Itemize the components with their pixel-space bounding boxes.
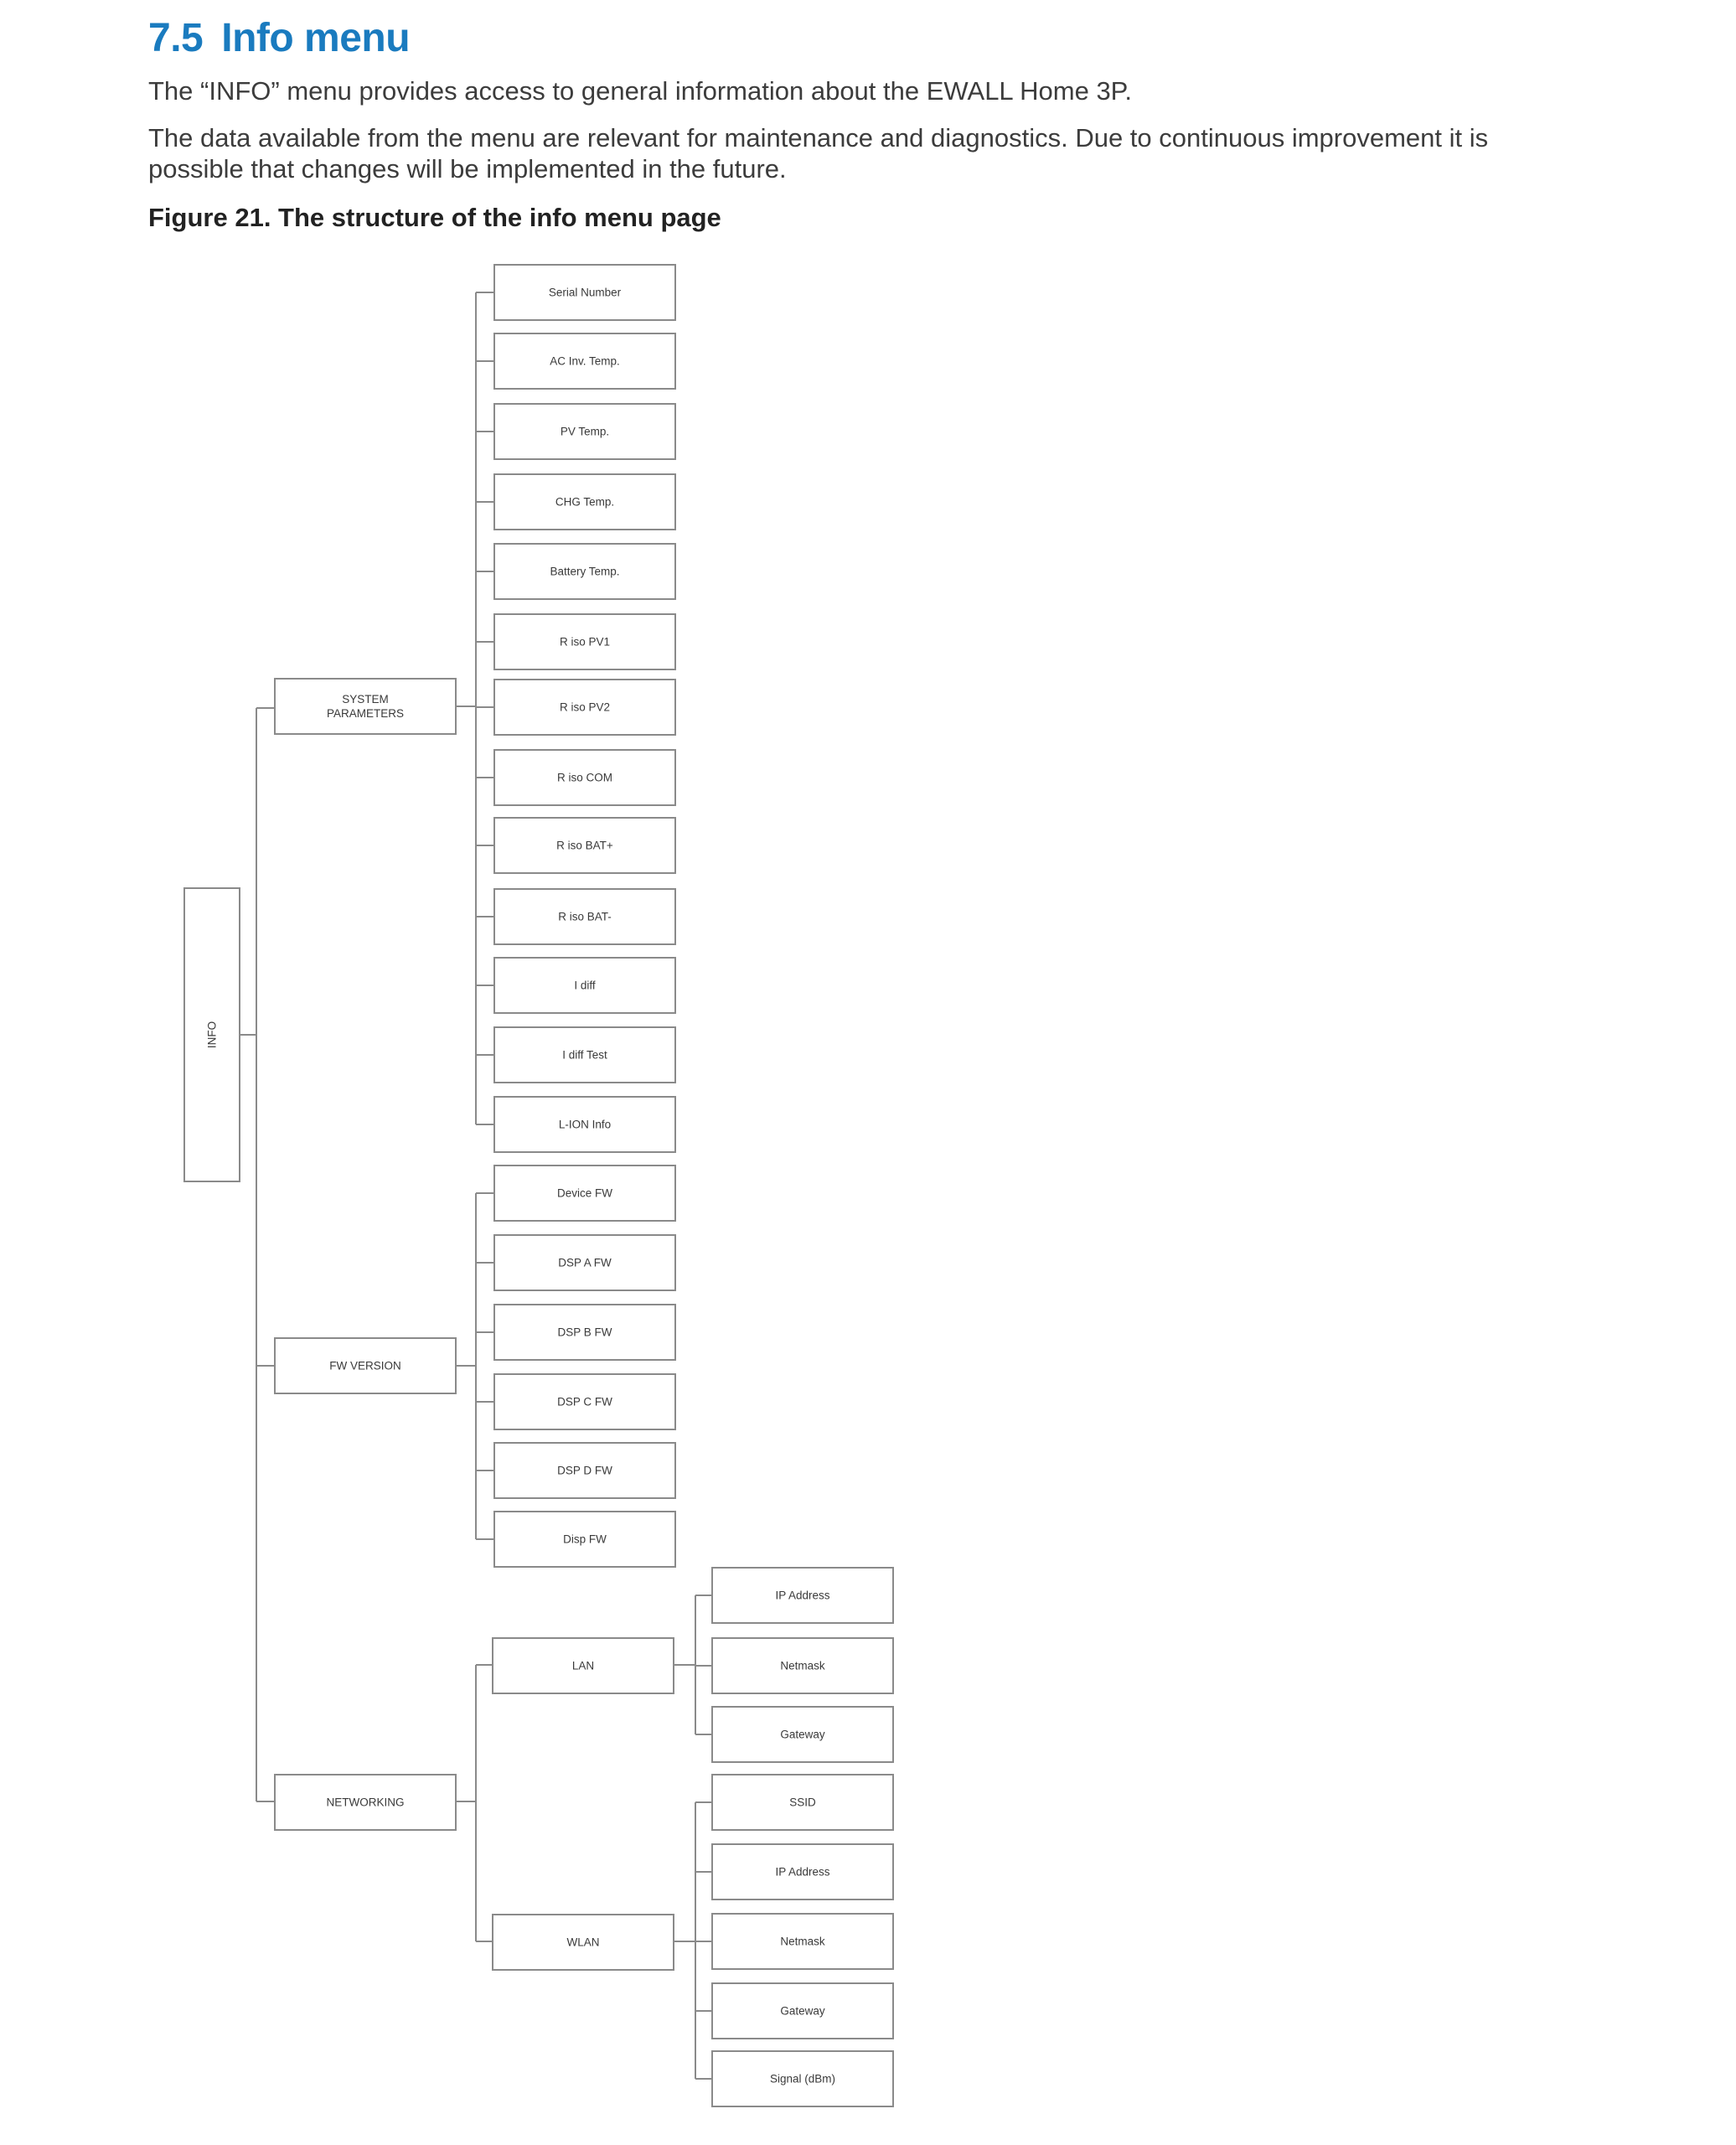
system-parameters-label: PARAMETERS	[326, 707, 405, 720]
system-param-r-iso-bat-label: R iso BAT+	[556, 839, 613, 852]
system-param-i-diff-label: I diff	[574, 979, 596, 992]
section-number: 7.5	[148, 16, 204, 60]
wlan-signal-dbm-label: Signal (dBm)	[769, 2072, 836, 2086]
system-parameters-label: SYSTEM	[342, 693, 389, 706]
lan-label: LAN	[571, 1659, 595, 1672]
wlan-gateway-label: Gateway	[780, 2004, 825, 2018]
networking-label: NETWORKING	[326, 1796, 405, 1809]
system-param-pv-temp-label: PV Temp.	[560, 425, 610, 438]
figure-caption: Figure 21. The structure of the info menu page	[148, 203, 721, 232]
intro-paragraph: The “INFO” menu provides access to general information about the EWALL Home 3P.	[148, 76, 1132, 106]
fw-disp-fw-label: Disp FW	[563, 1533, 607, 1546]
section-title: Info menu	[221, 16, 411, 60]
system-param-r-iso-pv1-label: R iso PV1	[559, 635, 611, 649]
system-parameters-box	[275, 679, 456, 734]
wlan-netmask-label: Netmask	[780, 1935, 825, 1948]
fw-dsp-b-fw-label: DSP B FW	[557, 1326, 612, 1339]
system-param-chg-temp-label: CHG Temp.	[555, 495, 615, 509]
system-param-serial-number-label: Serial Number	[548, 286, 622, 299]
lan-gateway-label: Gateway	[780, 1728, 825, 1741]
system-param-ac-inv-temp-label: AC Inv. Temp.	[550, 354, 620, 368]
fw-dsp-a-fw-label: DSP A FW	[558, 1256, 612, 1269]
system-param-r-iso-bat-label: R iso BAT-	[558, 910, 612, 923]
fw-device-fw-label: Device FW	[556, 1186, 613, 1200]
system-param-r-iso-pv2-label: R iso PV2	[559, 700, 611, 714]
lan-ip-address-label: IP Address	[775, 1589, 830, 1602]
wlan-ip-address-label: IP Address	[775, 1865, 830, 1879]
root-info-label: INFO	[205, 1021, 219, 1049]
maintenance-paragraph: The data available from the menu are relevant for maintenance and diagnostics. Due to continuous improvement it is possible that changes will be implemented in the future.	[148, 123, 1489, 183]
fw-version-label: FW VERSION	[329, 1359, 401, 1372]
wlan-label: WLAN	[566, 1936, 600, 1949]
wlan-ssid-label: SSID	[789, 1796, 816, 1809]
lan-netmask-label: Netmask	[780, 1659, 825, 1672]
fw-dsp-d-fw-label: DSP D FW	[557, 1464, 612, 1477]
system-param-battery-temp-label: Battery Temp.	[550, 565, 620, 578]
system-param-r-iso-com-label: R iso COM	[556, 771, 613, 784]
system-param-l-ion-info-label: L-ION Info	[558, 1118, 612, 1131]
system-param-i-diff-test-label: I diff Test	[562, 1048, 607, 1062]
fw-dsp-c-fw-label: DSP C FW	[557, 1395, 612, 1408]
